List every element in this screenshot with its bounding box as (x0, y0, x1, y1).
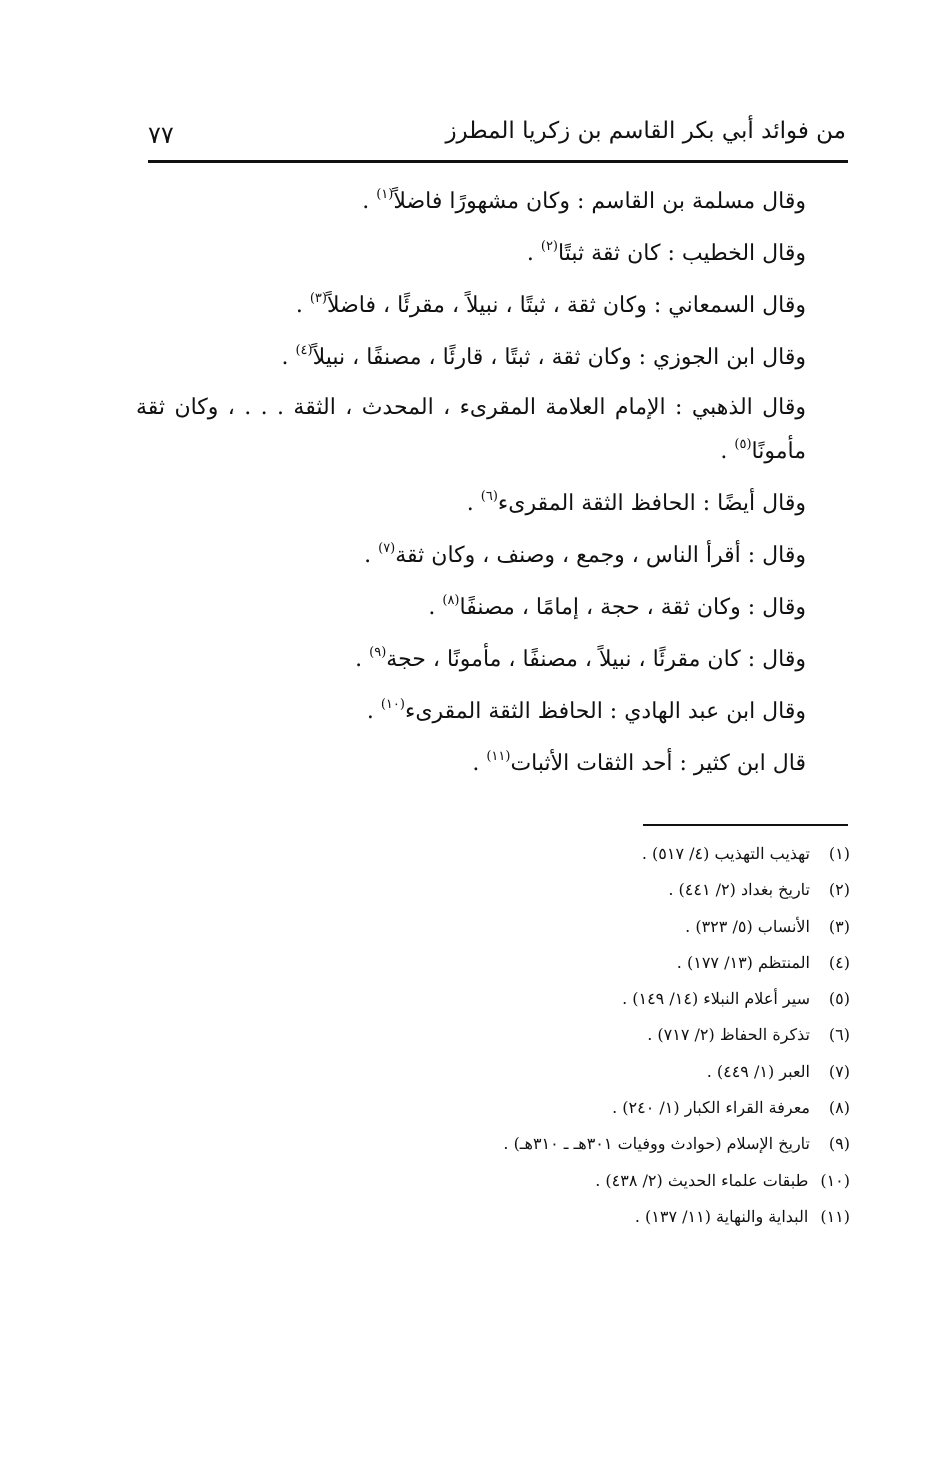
footnote-ref: (١) (376, 187, 394, 202)
paragraph-end: . (355, 647, 370, 672)
footnote-number: (٢) (828, 880, 850, 900)
paragraph-text: وقال الخطيب : كان ثقة ثبتًا (558, 241, 806, 266)
paragraph (136, 480, 836, 532)
footnote-number: (٧) (828, 1061, 850, 1081)
paragraph (136, 636, 836, 688)
footnote-ref: (٣) (309, 291, 327, 306)
paragraph-text: وقال ابن الجوزي : وكان ثقة ، ثبتًا ، قارئًا ، مصنفًا ، نبيلاً (312, 345, 806, 370)
paragraph-text: وقال أيضًا : الحافظ الثقة المقرىء (497, 491, 806, 516)
footnote-number: (٥) (828, 989, 850, 1009)
footnote-ref: (٨) (442, 593, 460, 608)
running-title: من فوائد أبي بكر القاسم بن زكريا المطرز (445, 118, 846, 144)
footnote-text: الأنساب (٥/ ٣٢٣) . (685, 916, 810, 936)
paragraph (136, 178, 836, 230)
footnote-text: تذكرة الحفاظ (٢/ ٧١٧) . (647, 1025, 810, 1045)
paragraph-text: قال ابن كثير : أحد الثقات الأثبات (510, 751, 806, 776)
footnote-ref: (٩) (369, 645, 387, 660)
footnote-ref: (٦) (480, 489, 498, 504)
footnote (150, 981, 850, 1017)
footnote-text: المنتظم (١٣/ ١٧٧) . (676, 952, 810, 972)
footnote (150, 945, 850, 981)
paragraph-text: وقال : كان مقرئًا ، نبيلاً ، مصنفًا ، مأمونًا ، حجة (386, 647, 806, 672)
page-number: ٧٧ (148, 121, 174, 149)
main-text (136, 178, 836, 792)
footnote-number: (٣) (828, 916, 850, 936)
paragraph-text: وقال السمعاني : وكان ثقة ، ثبتًا ، نبيلاً ، مقرئًا ، فاضلاً (326, 293, 806, 318)
footnote-text: تهذيب التهذيب (٤/ ٥١٧) . (641, 844, 810, 863)
paragraph-text: وقال : وكان ثقة ، حجة ، إمامًا ، مصنفًا (459, 595, 806, 620)
footnote-ref: (٧) (378, 541, 396, 556)
footnote-text: البداية والنهاية (١١/ ١٣٧) . (634, 1206, 809, 1226)
footnote-text: طبقات علماء الحديث (٢/ ٤٣٨) . (595, 1170, 809, 1190)
footnote (150, 1199, 850, 1235)
paragraph (136, 334, 836, 386)
footnote-ref: (١١) (486, 749, 511, 764)
footnote (150, 1017, 850, 1053)
footnote-ref: (٤) (295, 343, 313, 358)
footnote (150, 836, 850, 872)
paragraph (136, 532, 836, 584)
paragraph-text: وقال : أقرأ الناس ، وجمع ، وصنف ، وكان ثقة (395, 543, 806, 568)
footnote-number: (٨) (828, 1098, 850, 1118)
paragraph-end: . (428, 595, 443, 620)
footnote-number: (١١) (820, 1206, 850, 1226)
footnote (150, 872, 850, 908)
footnote (150, 909, 850, 945)
paragraph-end: . (366, 699, 381, 724)
paragraph (136, 584, 836, 636)
paragraph (136, 230, 836, 282)
paragraph-end: . (281, 345, 296, 370)
paragraph (136, 386, 836, 474)
footnote-ref: (٢) (540, 239, 558, 254)
footnote-text: العبر (١/ ٤٤٩) . (706, 1061, 810, 1081)
paragraph-line: وقال الذهبي : الإمام العلامة المقرىء ، المحدث ، الثقة . . . ، وكان ثقة (136, 395, 806, 420)
footnote (150, 1126, 850, 1162)
footnote-number: (٩) (828, 1134, 850, 1154)
paragraph (136, 688, 836, 740)
footnote-text: تاريخ الإسلام (حوادث ووفيات ٣٠١هـ ـ ٣١٠هـ) . (503, 1134, 810, 1154)
paragraph-end: . (295, 293, 310, 318)
paragraph-end: . (472, 751, 487, 776)
footnote-number: (٤) (828, 952, 850, 972)
footnote (150, 1163, 850, 1199)
paragraph-end: . (720, 439, 735, 464)
header-divider (148, 160, 848, 163)
footnote-divider (643, 824, 848, 826)
footnote-number: (١) (828, 844, 850, 863)
footnote-ref: (٥) (734, 437, 752, 452)
footnote (150, 1090, 850, 1126)
footnote-text: تاريخ بغداد (٢/ ٤٤١) . (668, 880, 810, 900)
paragraph-end: . (364, 543, 379, 568)
footnote-text: سير أعلام النبلاء (١٤/ ١٤٩) . (622, 989, 810, 1009)
paragraph-end: . (466, 491, 481, 516)
paragraph-end: . (526, 241, 541, 266)
paragraph-text: وقال مسلمة بن القاسم : وكان مشهورًا فاضلاً (393, 189, 806, 214)
paragraph (136, 740, 836, 792)
paragraph (136, 282, 836, 334)
footnote-ref: (١٠) (380, 697, 405, 712)
paragraph-end: . (362, 189, 377, 214)
footnote (150, 1054, 850, 1090)
footnotes (150, 836, 850, 1235)
paragraph-line: مأمونًا (751, 439, 806, 464)
footnote-number: (١٠) (820, 1170, 850, 1190)
footnote-text: معرفة القراء الكبار (١/ ٢٤٠) . (612, 1098, 810, 1118)
footnote-number: (٦) (828, 1025, 850, 1045)
paragraph-text: وقال ابن عبد الهادي : الحافظ الثقة المقرىء (404, 699, 806, 724)
